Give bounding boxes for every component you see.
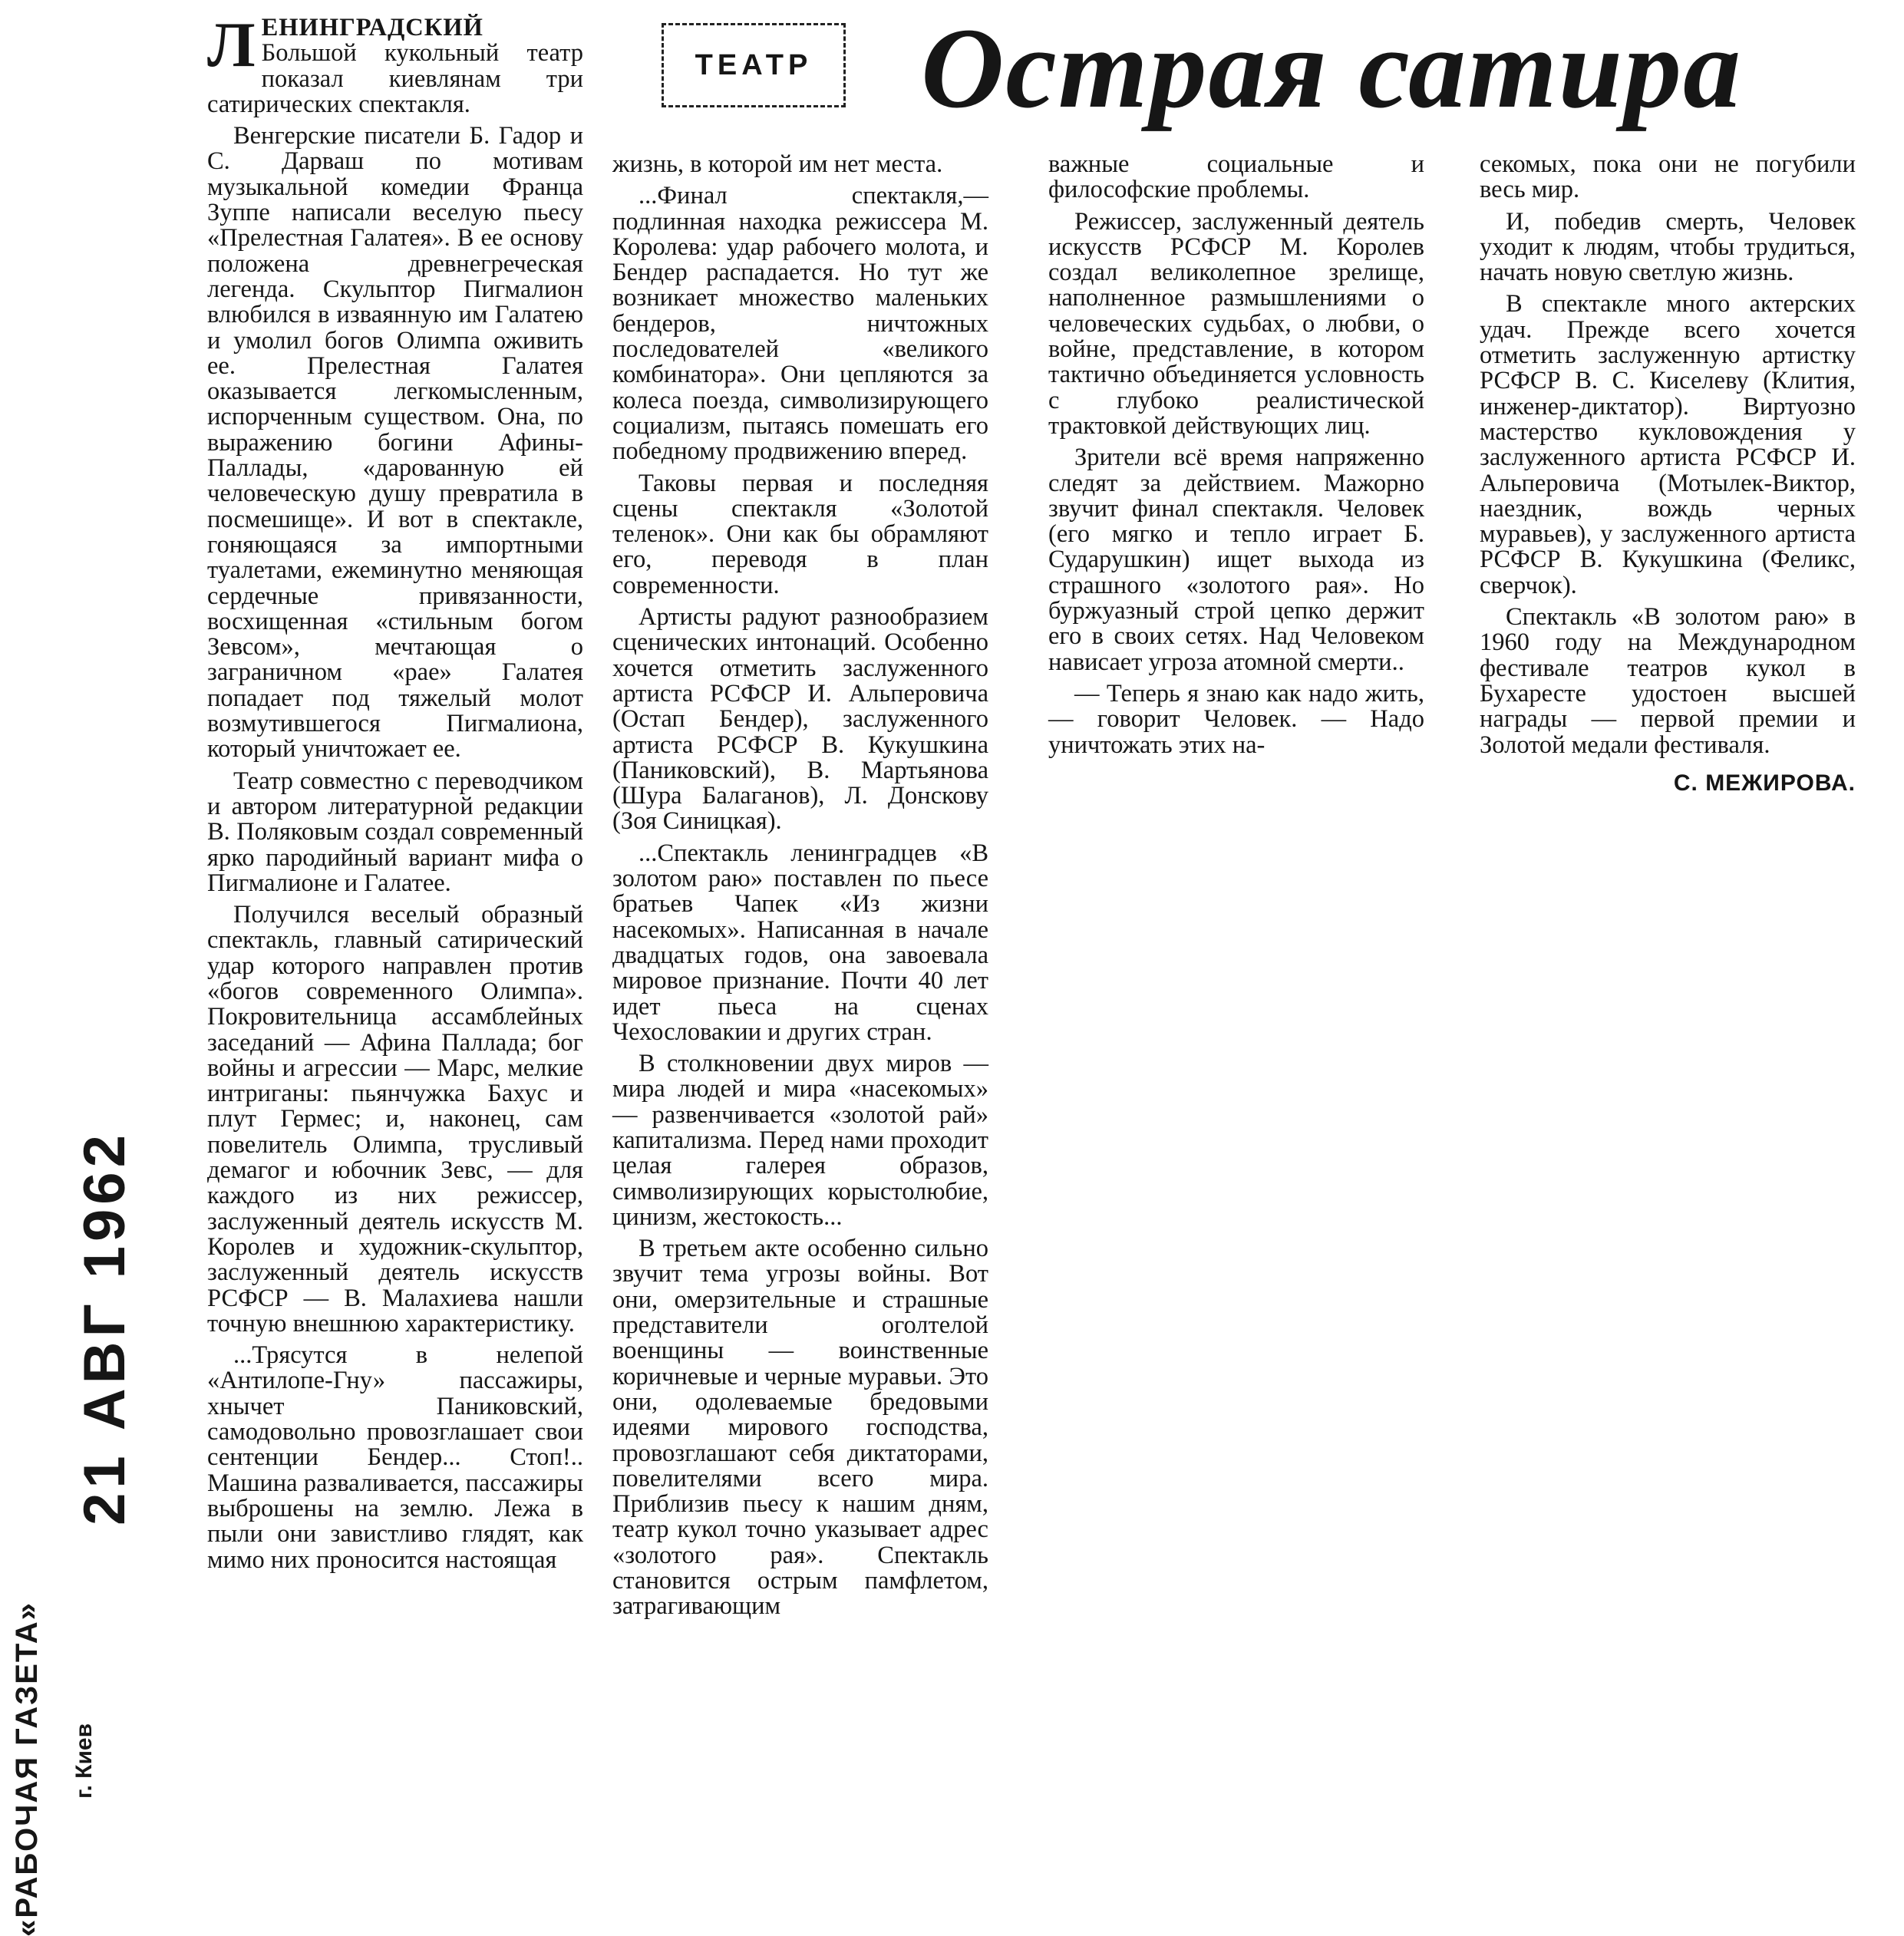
author-signature: С. МЕЖИРОВА. (1673, 770, 1856, 796)
article-column-4 (1480, 152, 1856, 796)
paragraph: В третьем акте особенно сильно звучит тема угрозы войны. Вот они, омерзительные и страшные представители оголтелой военщины — воинственные коричневые и черные муравьи. Это они, одолеваемые бредовыми идеями мирового господства, провозглашают себя диктаторами, повелителями всего мира. Приблизив пьесу к нашим дням, театр кукол точно указывает адрес «золотого рая». Спектакль становится острым памфлетом, затрагивающим (612, 1235, 988, 1621)
paragraph: Таковы первая и последняя сцены спектакля «Золотой теленок». Они как бы обрамляют его, переводя в план современности. (612, 469, 988, 599)
city-name: г. Киев (71, 1723, 97, 1799)
article-column-3 (1048, 152, 1424, 758)
paragraph: Режиссер, заслуженный деятель искусств РСФСР М. Королев создал великолепное зрелище, наполненное размышлениями о человеческих судьбах, о любви, о войне, представление, в котором тактично объединяется условность с глубоко реалистической трактовкой действующих лиц. (1048, 207, 1424, 440)
lead-paragraph (207, 9, 583, 118)
paragraph: Венгерские писатели Б. Гадор и С. Дарваш по мотивам музыкальной комедии Франца Зуппе написали веселую пьесу «Прелестная Галатея». В ее основу положена древнегреческая легенда. Скульптор Пигмалион влюбился в изваянную им Галатею и умолил богов Олимпа оживить ее. Прелестная Галатея оказывается легкомысленным, испорченным существом. Она, по выражению богини Афины-Паллады, «дарованную ей человеческую душу превратила в посмешище». И вот в спектакле, гоняющаяся за импортными туалетами, ежеминутно меняющая сердечные привязанности, восхищенная «стильным богом Зевсом», мечтающая о заграничном «рае» Галатея попадает под тяжелый молот возмутившегося Пигмалиона, который уничтожает ее. (207, 122, 583, 764)
paragraph: важные социальные и философские проблемы. (1048, 150, 1424, 204)
paragraph: В спектакле много актерских удач. Прежде всего хочется отметить заслуженную артистку РСФСР В. С. Киселеву (Клития, инженер-диктатор). Виртуозно мастерство кукловождения у заслуженного артиста РСФСР И. Альперовича (Мотылек-Виктор, наездник, вождь черных муравьев), у заслуженного артиста РСФСР В. Кукушкина (Феликс, сверчок). (1480, 290, 1856, 599)
article-column-1 (207, 9, 583, 1574)
paragraph: Театр совместно с переводчиком и автором литературной редакции В. Поляковым создал современный ярко пародийный вариант мифа о Пигмалионе и Галатее. (207, 767, 583, 897)
newspaper-stamp (0, 1601, 54, 1936)
article-column-2 (612, 152, 988, 1620)
lead-caps: ЕНИНГРАДСКИЙ (261, 14, 483, 41)
paragraph: Получился веселый образный спектакль, главный сатирический удар которого направлен против «богов современного Олимпа». Покровительница ассамблейных заседаний — Афина Паллада; бог войны и агрессии — Марс, мелкие интриганы: пьянчужка Бахус и плут Гермес; и, наконец, сам повелитель Олимпа, трусливый демагог и юбочник Зевс, — для каждого из них режиссер, заслуженный деятель искусств М. Королев и художник-скульптор, заслуженный деятель искусств РСФСР — В. Малахиева нашли точную внешнюю характеристику. (207, 901, 583, 1337)
paragraph: И, победив смерть, Человек уходит к людям, чтобы трудиться, начать новую светлую жизнь. (1480, 207, 1856, 287)
lead-text: Большой кукольный театр показал киевлянам три сатирических спектакля. (207, 39, 583, 118)
rubric-box (662, 23, 846, 107)
drop-cap: Л (207, 9, 256, 81)
date-stamp (51, 1130, 158, 1525)
paragraph: ...Спектакль ленинградцев «В золотом раю» поставлен по пьесе братьев Чапек «Из жизни насекомых». Написанная в начале двадцатых годов, она завоевала мировое признание. Почти 40 лет идет пьеса на сценах Чехословакии и других стран. (612, 839, 988, 1046)
paragraph: Спектакль «В золотом раю» в 1960 году на Международном фестивале театров кукол в Бухаресте удостоен высшей награды — первой премии и Золотой медали фестиваля. (1480, 603, 1856, 759)
paragraph: — Теперь я знаю как надо жить, — говорит Человек. — Надо уничтожать этих на- (1048, 679, 1424, 759)
newspaper-name: «РАБОЧАЯ ГАЗЕТА» (9, 1601, 44, 1936)
paragraph: Артисты радуют разнообразием сценических интонаций. Особенно хочется отметить заслуженного артиста РСФСР И. Альперовича (Остап Бендер), заслуженного артиста РСФСР В. Кукушкина (Паниковский), В. Мартьянова (Шура Балаганов), Л. Донскову (Зоя Синицкая). (612, 603, 988, 836)
rubric-label: ТЕАТР (695, 48, 813, 81)
paragraph: ...Финал спектакля,— подлинная находка режиссера М. Королева: удар рабочего молота, и Бендер распадается. Но тут же возникает множество маленьких бендеров, ничтожных последователей «великого комбинатора». Они цепляются за колеса поезда, символизирующего социализм, пытаясь помешать его победному продвижению вперед. (612, 182, 988, 466)
headline: Острая сатира (921, 5, 1743, 132)
city-stamp (61, 1700, 107, 1822)
paragraph: В столкновении двух миров — мира людей и мира «насекомых» — развенчивается «золотой рай» капитализма. Перед нами проходит целая галерея образов, символизирующих корыстолюбие, цинизм, жестокость... (612, 1050, 988, 1231)
paragraph: Зрители всё время напряженно следят за действием. Мажорно звучит финал спектакля. Человек (его мягко и тепло играет Б. Сударушкин) ищет выхода из страшного «золотого рая». Но буржуазный строй цепко держит его в своих сетях. Над Человеком нависает угроза атомной смерти.. (1048, 444, 1424, 676)
date-stamp-text: 21 АВГ 1962 (71, 1130, 137, 1525)
paragraph: секомых, пока они не погубили весь мир. (1480, 150, 1856, 204)
paragraph: ...Трясутся в нелепой «Антилопе-Гну» пассажиры, хнычет Паниковский, самодовольно провозглашает свои сентенции Бендер... Стоп!.. Машина разваливается, пассажиры выброшены на землю. Лежа в пыли они завистливо глядят, как мимо них проносится настоящая (207, 1341, 583, 1574)
paragraph: жизнь, в которой им нет места. (612, 150, 943, 178)
